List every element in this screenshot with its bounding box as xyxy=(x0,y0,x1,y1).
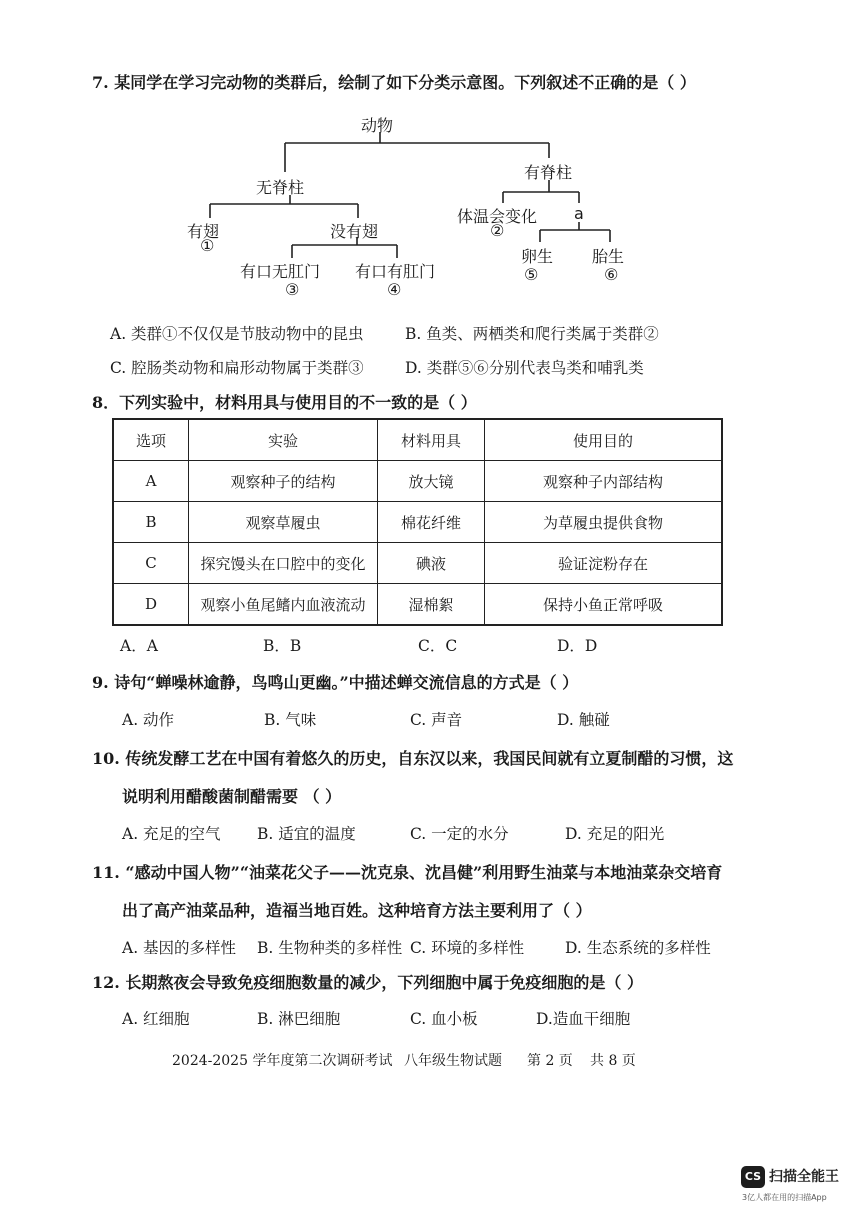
q10-option-c[interactable]: C. 一定的水分 xyxy=(410,825,509,843)
tree-node-a: a xyxy=(574,204,584,223)
question-9-stem: 9. 诗句“蝉噪林逾静，鸟鸣山更幽。”中描述蝉交流信息的方式是（ ） xyxy=(92,673,579,692)
question-11-stem-line2: 出了高产油菜品种，造福当地百姓。这种培育方法主要利用了（ ） xyxy=(122,901,592,920)
tree-node-temp-change: 体温会变化 xyxy=(457,207,538,226)
table-header-cell: 材料用具 xyxy=(378,419,485,461)
watermark-app-name: 扫描全能王 xyxy=(769,1169,839,1185)
q12-option-a[interactable]: A. 红细胞 xyxy=(122,1010,190,1028)
tree-group-2: ② xyxy=(490,221,505,240)
table-cell: 棉花纤维 xyxy=(378,502,485,543)
table-row xyxy=(113,502,722,543)
tree-group-1: ① xyxy=(200,236,215,255)
question-10-stem-line2: 说明利用醋酸菌制醋需要 （ ） xyxy=(122,787,342,806)
footer-exam-title: 2024-2025 学年度第二次调研考试 xyxy=(172,1053,393,1069)
q11-option-a[interactable]: A. 基因的多样性 xyxy=(122,939,237,957)
table-cell: 探究馒头在口腔中的变化 xyxy=(189,543,378,584)
table-cell: A xyxy=(113,461,189,502)
q7-option-d[interactable]: D. 类群⑤⑥分别代表鸟类和哺乳类 xyxy=(405,359,644,377)
tree-node-vertebrate: 有脊柱 xyxy=(524,163,573,182)
table-cell: 湿棉絮 xyxy=(378,584,485,626)
tree-node-wings: 有翅 xyxy=(187,222,220,241)
q7-option-a[interactable]: A. 类群①不仅仅是节肢动物中的昆虫 xyxy=(110,325,364,343)
q9-option-a[interactable]: A. 动作 xyxy=(122,711,175,729)
tree-group-6: ⑥ xyxy=(604,265,619,284)
table-cell: 碘液 xyxy=(378,543,485,584)
q8-option-c[interactable]: C．C xyxy=(418,637,458,655)
q12-option-d[interactable]: D.造血干细胞 xyxy=(536,1010,631,1028)
tree-group-4: ④ xyxy=(387,280,402,299)
table-row xyxy=(113,461,722,502)
table-cell: 为草履虫提供食物 xyxy=(485,502,723,543)
q8-option-d[interactable]: D．D xyxy=(557,637,598,655)
table-header-row xyxy=(113,419,722,461)
q10-option-b[interactable]: B. 适宜的温度 xyxy=(257,825,356,843)
tree-node-invertebrate: 无脊柱 xyxy=(256,178,305,197)
footer-subject: 八年级生物试题 xyxy=(404,1053,502,1069)
tree-node-mouth-anus: 有口有肛门 xyxy=(355,262,436,281)
question-11-stem-line1: 11. “感动中国人物”“油菜花父子——沈克泉、沈昌健”利用野生油菜与本地油菜杂交培育 xyxy=(92,863,723,882)
q9-option-d[interactable]: D. 触碰 xyxy=(557,711,610,729)
watermark-tagline: 3亿人都在用的扫描App xyxy=(742,1193,827,1202)
q9-option-b[interactable]: B. 气味 xyxy=(264,711,317,729)
q10-option-a[interactable]: A. 充足的空气 xyxy=(122,825,221,843)
tree-node-animal: 动物 xyxy=(361,116,394,135)
question-12-stem: 12. 长期熬夜会导致免疫细胞数量的减少，下列细胞中属于免疫细胞的是（ ） xyxy=(92,973,643,992)
tree-group-5: ⑤ xyxy=(524,265,539,284)
tree-group-3: ③ xyxy=(285,280,300,299)
table-header-cell: 使用目的 xyxy=(485,419,723,461)
q12-option-c[interactable]: C. 血小板 xyxy=(410,1010,478,1028)
footer-total-pages: 共 8 页 xyxy=(590,1053,636,1069)
table-cell: B xyxy=(113,502,189,543)
table-cell: 观察种子的结构 xyxy=(189,461,378,502)
table-cell: 放大镜 xyxy=(378,461,485,502)
tree-node-mouth-no-anus: 有口无肛门 xyxy=(240,262,321,281)
tree-node-viviparous: 胎生 xyxy=(592,247,625,266)
footer-page-number: 第 2 页 xyxy=(527,1053,573,1069)
q7-option-b[interactable]: B. 鱼类、两栖类和爬行类属于类群② xyxy=(405,325,659,343)
table-header-cell: 选项 xyxy=(113,419,189,461)
table-cell: 观察小鱼尾鳍内血液流动 xyxy=(189,584,378,626)
table-header-cell: 实验 xyxy=(189,419,378,461)
q7-option-c[interactable]: C. 腔肠类动物和扁形动物属于类群③ xyxy=(110,359,364,377)
question-7-stem: 7. 某同学在学习完动物的类群后，绘制了如下分类示意图。下列叙述不正确的是（ ） xyxy=(92,73,696,92)
q12-option-b[interactable]: B. 淋巴细胞 xyxy=(257,1010,341,1028)
q8-option-b[interactable]: B．B xyxy=(263,637,302,655)
experiment-table xyxy=(112,418,723,626)
table-cell: 保持小鱼正常呼吸 xyxy=(485,584,723,626)
q11-option-c[interactable]: C. 环境的多样性 xyxy=(410,939,525,957)
q8-option-a[interactable]: A．A xyxy=(120,637,158,655)
q10-option-d[interactable]: D. 充足的阳光 xyxy=(565,825,665,843)
tree-node-no-wings: 没有翅 xyxy=(330,222,379,241)
q11-option-d[interactable]: D. 生态系统的多样性 xyxy=(565,939,711,957)
tree-node-oviparous: 卵生 xyxy=(521,247,554,266)
camscanner-logo-icon: CS xyxy=(741,1166,765,1188)
table-cell: C xyxy=(113,543,189,584)
q9-option-c[interactable]: C. 声音 xyxy=(410,711,463,729)
q11-option-b[interactable]: B. 生物种类的多样性 xyxy=(257,939,403,957)
table-row xyxy=(113,543,722,584)
question-10-stem-line1: 10. 传统发酵工艺在中国有着悠久的历史，自东汉以来，我国民间就有立夏制醋的习惯，这 xyxy=(92,749,734,768)
table-row xyxy=(113,584,722,626)
table-cell: 观察种子内部结构 xyxy=(485,461,723,502)
table-cell: D xyxy=(113,584,189,626)
question-8-stem: 8．下列实验中，材料用具与使用目的不一致的是（ ） xyxy=(92,393,477,412)
table-cell: 观察草履虫 xyxy=(189,502,378,543)
table-cell: 验证淀粉存在 xyxy=(485,543,723,584)
